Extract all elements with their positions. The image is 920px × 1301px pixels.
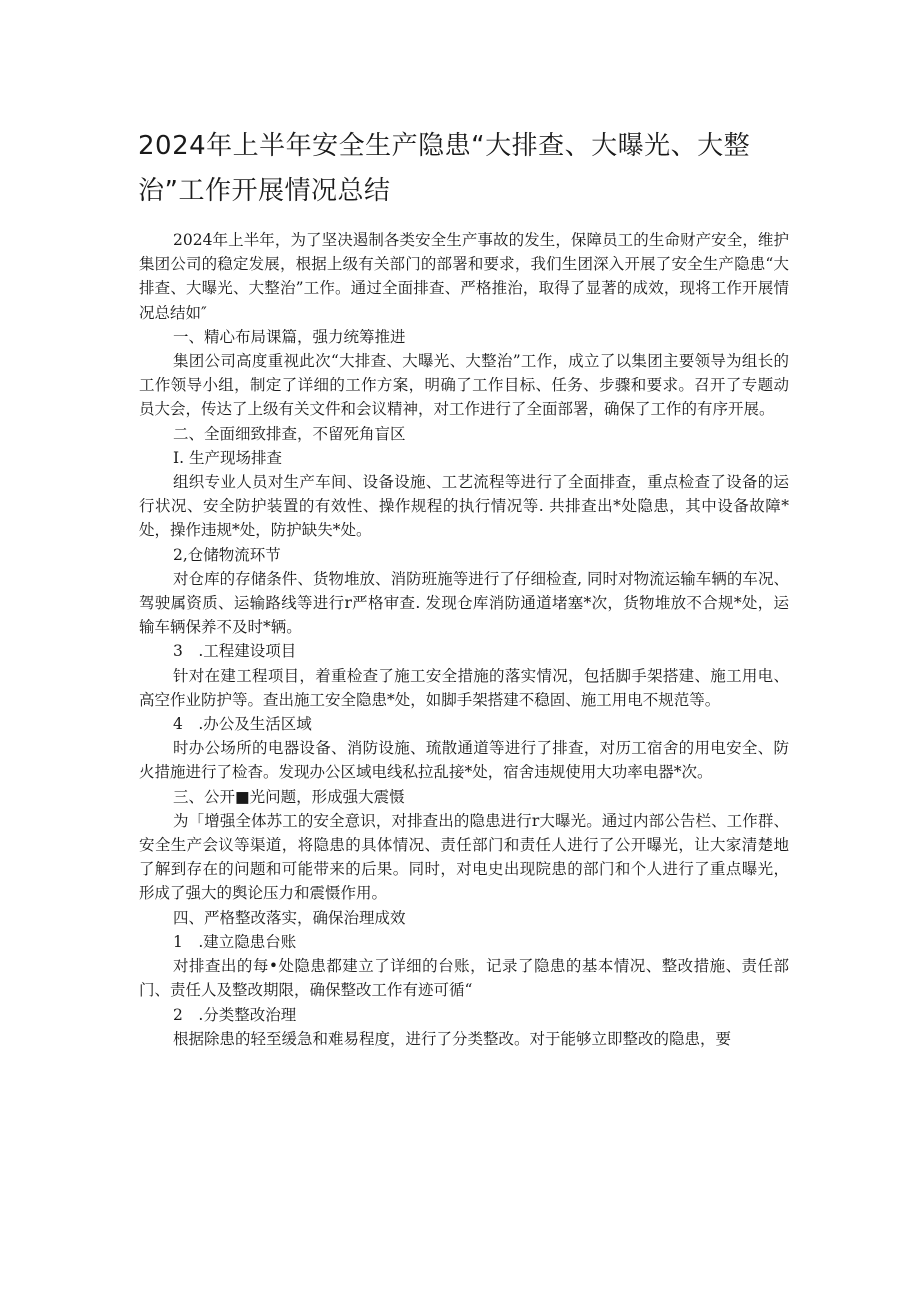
paragraph: 针对在建工程项目，着重检查了施工安全措施的落实情况，包括脚手架搭建、施工用电、高空作业防护等。查出施工安全隐患*处，如脚手架搭建不稳固、施工用电不规范等。 bbox=[139, 666, 789, 709]
paragraph: 根据除患的轻至缓急和难易程度，进行了分类整改。对于能够立即整改的隐患，要 bbox=[173, 1029, 732, 1048]
paragraph: 为「增强全体苏工的安全意识，对排查出的隐患进行r大曝光。通过内部公告栏、工作群、安全生产会议等渠道，将隐患的具体情况、责任部门和责任人进行了公开曝光，让大家清楚地了解到存在的问题和可能带来的后果。同时，对电史出现院患的部门和个人进行了重点曝光，形成了强大的舆论压力和震慑作用。 bbox=[139, 811, 789, 903]
section-heading-3: 三、公开■光问题，形成强大震慑 bbox=[173, 787, 405, 806]
subsection-heading: 3 .工程建设项目 bbox=[173, 642, 297, 661]
paragraph: 集团公司高度重视此次“大排查、大曝光、大整治”工作，成立了以集团主要领导为组长的工作领导小组，制定了详细的工作方案，明确了工作目标、任务、步骤和要求。召开了专题动员大会，传达了上级有关文件和会议精神，对工作进行了全面部署，确保了工作的有序开展。 bbox=[139, 352, 789, 419]
paragraph: 时办公场所的电器设备、消防设施、琉散通道等进行了排查，对历工宿舍的用电安全、防火措施进行了检杳。发现办公区域电线私拉乱接*处，宿舍违规使用大功率电器*次。 bbox=[139, 739, 789, 782]
subsection-heading: 2,仓储物流环节 bbox=[173, 545, 281, 564]
paragraph: 对仓库的存储条件、货物堆放、消防班施等进行了仔细检查, 同时对物流运输车辆的车况、驾驶属资质、运输路线等进行r严格审查. 发现仓库消防通道堵塞*次，货物堆放不合规*处，运输车辆保养不及时*辆。 bbox=[139, 569, 789, 637]
subsection-heading: 1 .建立隐患台账 bbox=[173, 932, 297, 951]
section-heading-4: 四、严格整改落实，确保治理成效 bbox=[173, 908, 406, 927]
document-title: 2024年上半年安全生产隐患“大排查、大曝光、大整治”工作开展情况总结 bbox=[138, 131, 751, 206]
paragraph-intro: 2024年上半年，为了坚决遏制各类安全生产事故的发生，保障员工的生命财产安全，维护集团公司的稳定发展，根据上级有关部门的部署和要求，我们生团深入开展了安全生产隐患“大排查、大曝光、大整治”工作。通过全面排查、严格推治，取得了显著的成效，现将工作开展情况总结如″ bbox=[139, 231, 789, 322]
section-heading-2: 二、全面细致排查，不留死角盲区 bbox=[173, 424, 406, 443]
section-heading-1: 一、精心布局课篇，强力统筹推进 bbox=[173, 327, 406, 346]
paragraph: 对排查出的每•处隐患都建立了详细的台账，记录了隐患的基本情况、整改措施、责任部门、责任人及整改期限，确保整改工作有迹可循“ bbox=[139, 957, 789, 1000]
subsection-heading: 4 .办公及生活区域 bbox=[173, 715, 312, 734]
document-body bbox=[139, 228, 789, 1051]
paragraph: 组织专业人员对生产车间、设备设施、工艺流程等进行了全面排查，重点检查了设备的运行状况、安全防护装置的有效性、操作规程的执行情况等. 共排查出*处隐患，其中设备故障*处，操作违规*处，防护缺失*处。 bbox=[139, 473, 789, 540]
subsection-heading: I. 生产现场排查 bbox=[173, 448, 282, 467]
subsection-heading: 2 .分类整改治理 bbox=[173, 1005, 297, 1024]
